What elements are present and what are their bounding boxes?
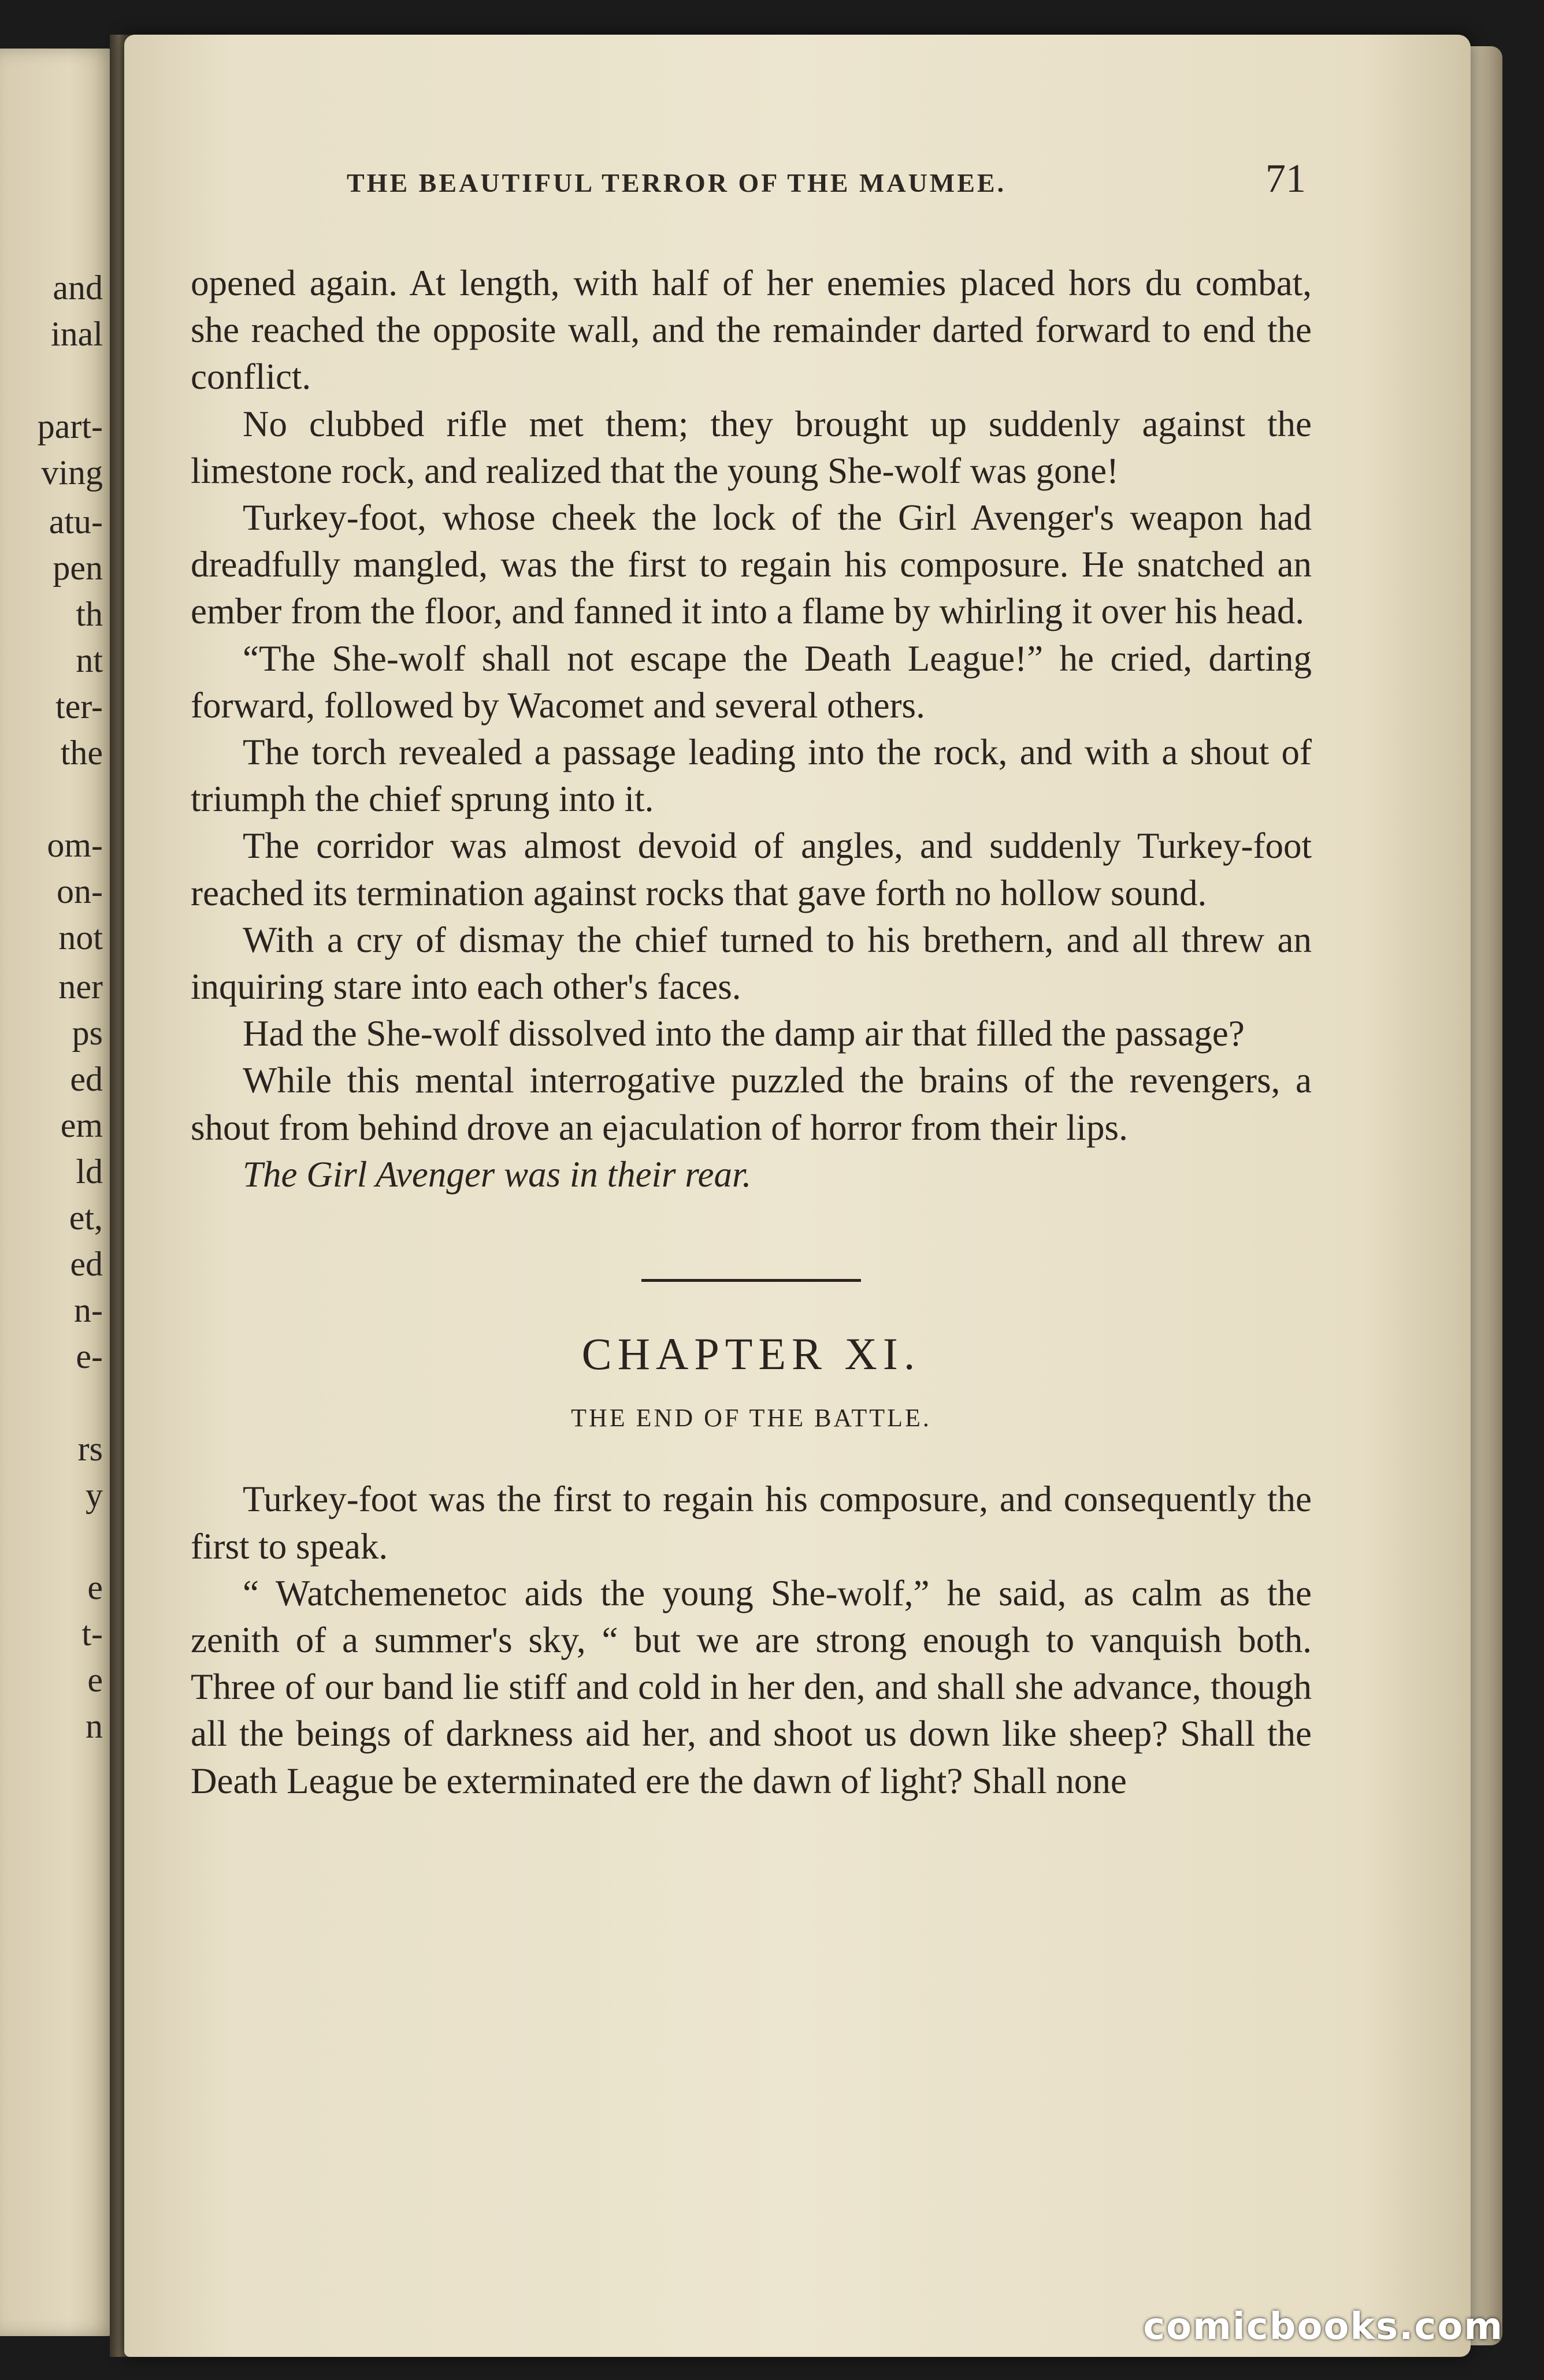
chapter-title: CHAPTER XI.	[581, 1329, 921, 1379]
left-fragment: ed	[70, 1245, 103, 1283]
left-fragment: and	[53, 269, 103, 307]
left-fragment: on-	[57, 872, 103, 910]
left-fragment: rs	[77, 1430, 103, 1468]
paragraph: The torch revealed a passage leading into the rock, and with a shout of triumph the chief sprung into it.	[191, 732, 1312, 820]
left-fragment: ner	[58, 968, 103, 1006]
left-fragment: n-	[74, 1291, 103, 1329]
left-fragment: ed	[70, 1060, 103, 1098]
left-fragment: t-	[81, 1615, 103, 1653]
watermark: comicbooks.com	[1143, 2305, 1504, 2348]
left-fragment: e	[87, 1568, 103, 1606]
paragraph: Turkey-foot was the first to regain his composure, and consequently the first to speak.	[191, 1479, 1312, 1567]
paragraph: No clubbed rifle met them; they brought up suddenly against the limestone rock, and realized that the young She-wolf was gone!	[191, 403, 1312, 491]
left-fragment: y	[86, 1476, 103, 1514]
paragraph: Had the She-wolf dissolved into the damp air that filled the passage?	[243, 1013, 1245, 1054]
left-fragment: em	[60, 1106, 103, 1144]
paragraph: The corridor was almost devoid of angles, and suddenly Turkey-foot reached its termination against rocks that gave forth no hollow sound.	[191, 825, 1312, 913]
left-fragment: inal	[51, 315, 103, 353]
left-fragment: ps	[72, 1014, 103, 1052]
left-fragment: e-	[76, 1337, 103, 1375]
left-fragment: atu-	[49, 503, 103, 541]
left-fragment: part-	[37, 407, 103, 445]
chapter-subtitle: THE END OF THE BATTLE.	[571, 1404, 931, 1433]
left-fragment: nt	[76, 641, 103, 679]
left-fragment: ving	[41, 453, 103, 492]
left-fragment: th	[76, 595, 103, 633]
left-fragment: et,	[69, 1199, 103, 1237]
paragraph: While this mental interrogative puzzled the brains of the revengers, a shout from behind drove an ejaculation of horror from their lips.	[191, 1060, 1312, 1148]
left-fragment: ter-	[55, 687, 103, 726]
paragraph: “ Watchemenetoc aids the young She-wolf,” he said, as calm as the zenith of a summer's sky, “ but we are strong enough to vanquish both. Three of our band lie stiff and cold in her den, and shall she advance, though all the beings of darkness aid her, and shoot us down like sheep? Shall the Death League be exterminated ere the dawn of light? Shall none	[191, 1572, 1312, 1801]
left-fragment: n	[86, 1707, 103, 1745]
paragraph: opened again. At length, with half of her enemies placed hors du combat, she reached the opposite wall, and the remainder darted forward to end the conflict.	[191, 263, 1312, 397]
page-number: 71	[1265, 157, 1306, 201]
left-page	[0, 49, 116, 2336]
running-header: THE BEAUTIFUL TERROR OF THE MAUMEE.	[347, 168, 1007, 198]
section-rule	[641, 1279, 861, 1282]
left-fragment: pen	[53, 549, 103, 587]
left-fragment: e	[87, 1661, 103, 1699]
left-fragment: om-	[47, 826, 103, 864]
paragraph: “The She-wolf shall not escape the Death League!” he cried, darting forward, followed by Wacomet and several others.	[191, 638, 1312, 726]
left-fragment: ld	[76, 1152, 103, 1191]
paragraph-italic: The Girl Avenger was in their rear.	[243, 1154, 752, 1195]
paragraph: With a cry of dismay the chief turned to his brethern, and all threw an inquiring stare into each other's faces.	[191, 919, 1312, 1007]
body-text	[191, 260, 1312, 1805]
left-fragment: not	[58, 918, 103, 957]
left-fragment: the	[60, 734, 103, 772]
paragraph: Turkey-foot, whose cheek the lock of the Girl Avenger's weapon had dreadfully mangled, was the first to regain his composure. He snatched an ember from the floor, and fanned it into a flame by whirling it over his head.	[191, 497, 1312, 632]
